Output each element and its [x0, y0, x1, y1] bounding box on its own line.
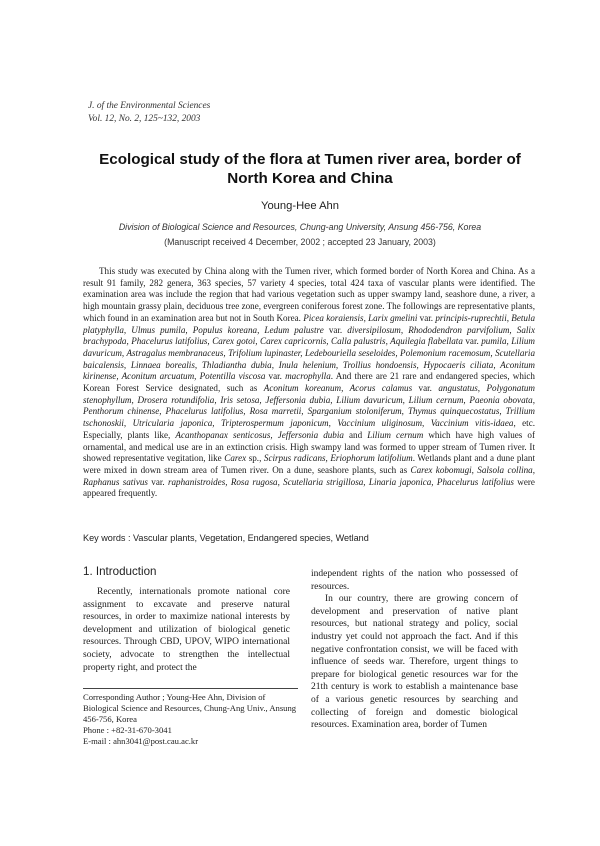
abstract: [83, 266, 535, 500]
author-name: Young-Hee Ahn: [261, 200, 339, 212]
abstract-species-names: macrophylla: [285, 371, 331, 382]
abstract-species-names: pumila, Lilium davuricum, Astragalus membranaceus, Trifolium lupinaster, Ledebouriella seseloides, Polemonium racemosum, Scutellaria baicalensis, Linnaea borealis, Thladiantha dubia, Inula helenium, Trollius hondoensis, Hypocaeris ciliata, Aconitum kirinense, Aconitum arcuatum, Potentilla viscosa: [83, 336, 536, 382]
abstract-species-names: Lilium cernum: [367, 429, 424, 440]
footnote-phone: Phone : +82-31-670-3041: [83, 724, 172, 735]
intro-paragraph-2: In our country, there are growing concern of development and preservation of native plant resources, but national strategy and policy, social industry yet could not approach the fact. And if this negative confrontation consist, we will be faced with influence of seeds war. Therefore, urgent things to prepare for biological genetic resources war for the 21th century is work to establish a maintenance base of a various genetic resources by searching and collecting of foreign and domestic biological resources. Examination area, border of Tumen: [311, 594, 518, 731]
keywords: Key words : Vascular plants, Vegetation, Endangered species, Wetland: [83, 533, 369, 543]
abstract-species-names: Carex: [224, 453, 247, 464]
abstract-text: which have high values of ornamental, and medical use are in an extinction crisis. High swampy land was formed to upper stream of Tumen river. It showed representative vegitation, like: [83, 429, 535, 464]
section-heading: 1. Introduction: [83, 565, 157, 578]
paper-title: Ecological study of the flora at Tumen river area, border of North Korea and China: [99, 151, 521, 187]
abstract-species-names: Picea koraiensis, Larix gmelini: [303, 312, 418, 323]
abstract-species-names: Scirpus radicans, Eriophorum latifolium: [263, 453, 413, 464]
abstract-text: var.: [462, 336, 482, 347]
abstract-species-names: Acanthopanax senticosus, Jeffersonia dubia: [175, 429, 344, 440]
journal-volume: Vol. 12, No. 2, 125~132, 2003: [88, 113, 201, 124]
abstract-text: var.: [417, 312, 436, 323]
footnote-author: Corresponding Author ; Young-Hee Ahn, Division of Biological Science and Resources, Chung-Ang Univ., Ansung 456-756, Korea: [83, 692, 297, 724]
author-affiliation: Division of Biological Science and Resources, Chung-ang University, Ansung 456-756, Korea: [118, 222, 482, 232]
journal-citation: [88, 100, 210, 125]
abstract-species-names: angustatus, Polygonatum stenophyllum, Drosera rotundifolia, Iris setosa, Jeffersonia dubia, Lilium davuricum, Lilium cernum, Paeonia obovata, Penthorum chinense, Phacelurus latifolius, Rosa marretii, Sparganium stoloniferum, Thymus quinquecostatus, Trillium tschonoskii, Utricularia japonica, Tripterospermum japonicum, Vaccinium uliginosum, Vaccinium vitis-idaea: [83, 383, 535, 429]
abstract-text: var.: [147, 476, 168, 487]
abstract-species-names: Carex kobomugi, Salsola collina, Raphanus sativus: [83, 464, 535, 487]
footnote-email: E-mail : ahn3041@post.cau.ac.kr: [83, 735, 199, 746]
abstract-text: This study was executed by China along with the Tumen river, which formed border of North Korea and China. As a result 91 family, 282 genera, 363 species, 57 variety 4 species, total 424 taxa of vascular plants were identified. The examination area was include the region that had various vegetation such as upper swampy land, seashore dune, a river, a high mountain grassy plain, deciduous tree zone, evergreen coniferous forest zone. The followings are representative plants, which found in an examination area but not in South Korea.: [83, 266, 535, 323]
abstract-text: var.: [323, 324, 348, 335]
abstract-species-names: principis-ruprechtii, Betula platyphylla, Ulmus pumila, Populus koreana, Ledum palustre: [83, 312, 536, 335]
abstract-species-names: Aconitum koreanum, Acorus calamus: [263, 383, 413, 394]
left-column: [83, 565, 290, 674]
intro-paragraph-1: Recently, internationals promote national core assignment to excavate and preserve natural resources, in order to maximize national interests by development and utilization of biological genetic resources. Through CBD, UPOV, WIPO international society, advocate to strengthen the intellectual property right, and protect the: [83, 587, 290, 673]
intro-paragraph-1-continued: independent rights of the nation who possessed of resources.: [311, 569, 518, 592]
abstract-text: , etc. Especially, plants like,: [83, 418, 536, 440]
abstract-species-names: diversipilosum, Rhododendron parvifolium, Salix brachypoda, Phacelurus latifolius, Carex gotoi, Carex capricornis, Calla palustris, Aquilegia flabellata: [83, 324, 535, 347]
abstract-species-names: raphanistroides, Rosa rugosa, Scutellaria strigillosa, Linaria japonica, Phacelurus latifolius: [167, 476, 514, 487]
abstract-text: . And there are 21 rare and endangered species, which Korean Forest Service designated, such as: [83, 371, 535, 394]
journal-name: J. of the Environmental Sciences: [88, 101, 211, 111]
abstract-text: were appeared frequently.: [83, 476, 535, 499]
abstract-text: var.: [265, 371, 286, 382]
abstract-text: and: [343, 429, 368, 440]
manuscript-dates: (Manuscript received 4 December, 2002 ; accepted 23 January, 2003): [164, 237, 436, 247]
right-column: [311, 568, 518, 732]
abstract-text: . Wetlands plant and a dune plant were mixed in down stream area of Tumen river. On a dune, seashore plants, such as: [83, 453, 535, 475]
corresponding-author-footnote: [83, 688, 298, 747]
abstract-text: var.: [412, 383, 439, 394]
abstract-text: sp.,: [246, 453, 264, 464]
